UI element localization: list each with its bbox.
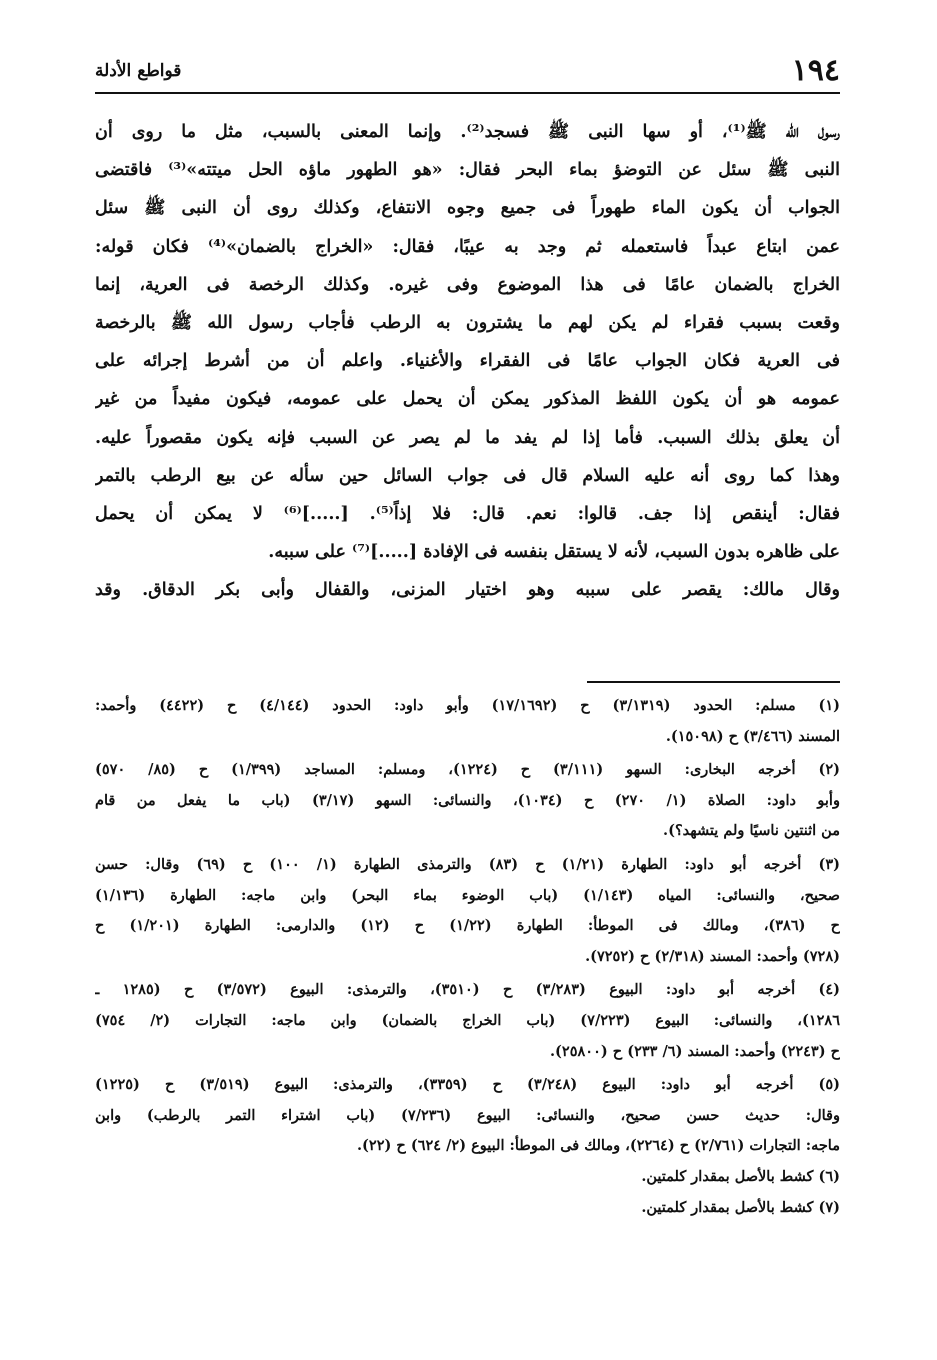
footnote-line: (٦) كشط بالأصل بمقدار كلمتين. <box>641 1167 840 1185</box>
body-line: فقال: أينقص إذا جف. قالوا: نعم. قال: فلا إذاً⁽⁵⁾. [.....]⁽⁶⁾ لا يمكن أن يحمل <box>95 503 840 524</box>
body-line: فى العرية فكان الجواب عامًا فى الفقراء والأغنياء. واعلم أن من أشرط إجرائه على <box>95 351 840 372</box>
body-line: على ظاهره بدون السبب، لأنه لا يستقل بنفسه فى الإفادة [.....]⁽⁷⁾ على سببه. <box>268 542 840 563</box>
footnote-line: ح (٢٢٤٣) وأحمد: المسند (٦/ ٢٣٣) ح (٢٥٨٠٠). <box>550 1042 840 1060</box>
footnote-line: وأبو داود: الصلاة (١/ ٢٧٠) ح (١٠٣٤)، والنسائى: السهو (٣/١٧) (باب ما يفعل من قام <box>95 791 840 809</box>
footnote-2 <box>95 755 840 847</box>
footnote-line: (٧) كشط بالأصل بمقدار كلمتين. <box>641 1198 840 1216</box>
footnote-4 <box>95 975 840 1067</box>
body-line: عمومه هو أن يكون اللفظ المذكور يمكن أن يحمل على عمومه، فيكون مفيداً من غير <box>95 389 840 410</box>
footnote-3 <box>95 850 840 972</box>
body-line: الخراج بالضمان عامًا فى هذا الموضوع وفى غيره. وكذلك الرخصة فى العرية، إنما <box>95 274 840 295</box>
page-number: ١٩٤ <box>791 53 840 88</box>
footnote-line: ماجه: التجارات (٢/٧٦١) ح (٢٢٦٤)، ومالك فى الموطأ: البيوع (٢/ ٦٢٤) ح (٢٢). <box>357 1137 840 1155</box>
footnote-line: ١٢٨٦)، والنسائى: البيوع (٧/٢٢٣) (باب الخراج بالضمان) وابن ماجه: التجارات (٢/ ٧٥٤) <box>95 1011 840 1029</box>
footnote-line: (١) مسلم: الحدود (٣/١٣١٩) ح (١٧/١٦٩٢) وأبو داود: الحدود (٤/١٤٤) ح (٤٤٢٢) وأحمد: <box>95 697 840 714</box>
body-line: أن يعلق بذلك السبب. فأما إذا لم يفد ما لم يصر عن السبب فإنه يكون مقصوراً عليه. <box>95 427 840 448</box>
running-book-title: قواطع الأدلة <box>95 61 182 81</box>
footnote-7 <box>95 1193 840 1224</box>
footnote-line: صحيح، والنسائى: المياه (١/١٤٣) (باب الوضوء بماء البحر) وابن ماجه: الطهارة (١/١٣٦) <box>95 886 840 904</box>
footnote-line: من اثنتين ناسيًا ولم يتشهد؟). <box>663 822 840 840</box>
footnote-line: وقال: حديث حسن صحيح، والنسائى: البيوع (٧/٢٣٦) (باب اشتراء التمر بالرطب) وابن <box>95 1106 840 1124</box>
footnote-line: ح (٣٨٦)، ومالك فى الموطأ: الطهارة (١/٢٢) ح (١٢) والدارمى: الطهارة (١/٢٠١) ح <box>95 917 840 935</box>
footnote-1 <box>95 691 840 752</box>
footnote-line: (٣) أخرجه أبو داود: الطهارة (١/٢١) ح (٨٣) والترمذى الطهارة (١/ ١٠٠) ح (٦٩) وقال: حسن <box>95 855 840 873</box>
footnote-line: (٧٢٨) وأحمد: المسند (٢/٣١٨) ح (٧٢٥٢). <box>585 947 840 965</box>
footnote-line: المسند (٣/٤٦٦) ح (١٥٠٩٨). <box>665 727 840 745</box>
footnote-6 <box>95 1162 840 1193</box>
body-line: وقال مالك: يقصر على سببه وهو اختيار المزنى، والقفال وأبى بكر الدقاق. وقد <box>95 580 840 601</box>
body-line: رسول الله ﷺ⁽¹⁾، أو سها النبى ﷺ فسجد⁽²⁾. وإنما المعنى بالسبب، مثل ما روى أن <box>95 122 840 142</box>
body-line: الجواب أن يكون الماء طهوراً فى جميع وجوه الانتفاع، وكذلك روى أن النبى ﷺ سئل <box>95 198 840 219</box>
main-text <box>95 113 840 609</box>
body-line: وهذا كما روى أنه عليه السلام قال فى جواب السائل حين سأله عن بيع الرطب بالتمر <box>95 465 840 486</box>
footnote-5 <box>95 1070 840 1162</box>
footnote-line: (٤) أخرجه أبو داود: البيوع (٣/٢٨٣) ح (٣٥١٠)، والترمذى: البيوع (٣/٥٧٢) ح (١٢٨٥ ـ <box>95 981 840 999</box>
body-line: عمن ابتاع عبداً فاستعمله ثم وجد به عيبًا، فقال: «الخراج بالضمان»⁽⁴⁾ فكان قوله: <box>95 236 840 257</box>
page-header <box>95 52 840 92</box>
header-divider <box>95 92 840 94</box>
footnotes <box>95 691 840 1223</box>
footnote-divider <box>587 681 840 683</box>
footnote-line: (٥) أخرجه أبو داود: البيوع (٣/٢٤٨) ح (٣٣٥٩)، والترمذى: البيوع (٣/٥١٩) ح (١٢٢٥) <box>95 1076 840 1094</box>
body-line: وقعت بسبب فقراء لم يكن لهم ما يشترون به الرطب فأجاب رسول الله ﷺ بالرخصة <box>95 312 840 333</box>
footnote-line: (٢) أخرجه البخارى: السهو (٣/١١١) ح (١٢٢٤)، ومسلم: المساجد (١/٣٩٩) ح (٨٥/ ٥٧٠) <box>95 761 840 779</box>
body-line: النبى ﷺ سئل عن التوضؤ بماء البحر فقال: «هو الطهور ماؤه الحل ميتته»⁽³⁾ فاقتضى <box>95 160 840 181</box>
